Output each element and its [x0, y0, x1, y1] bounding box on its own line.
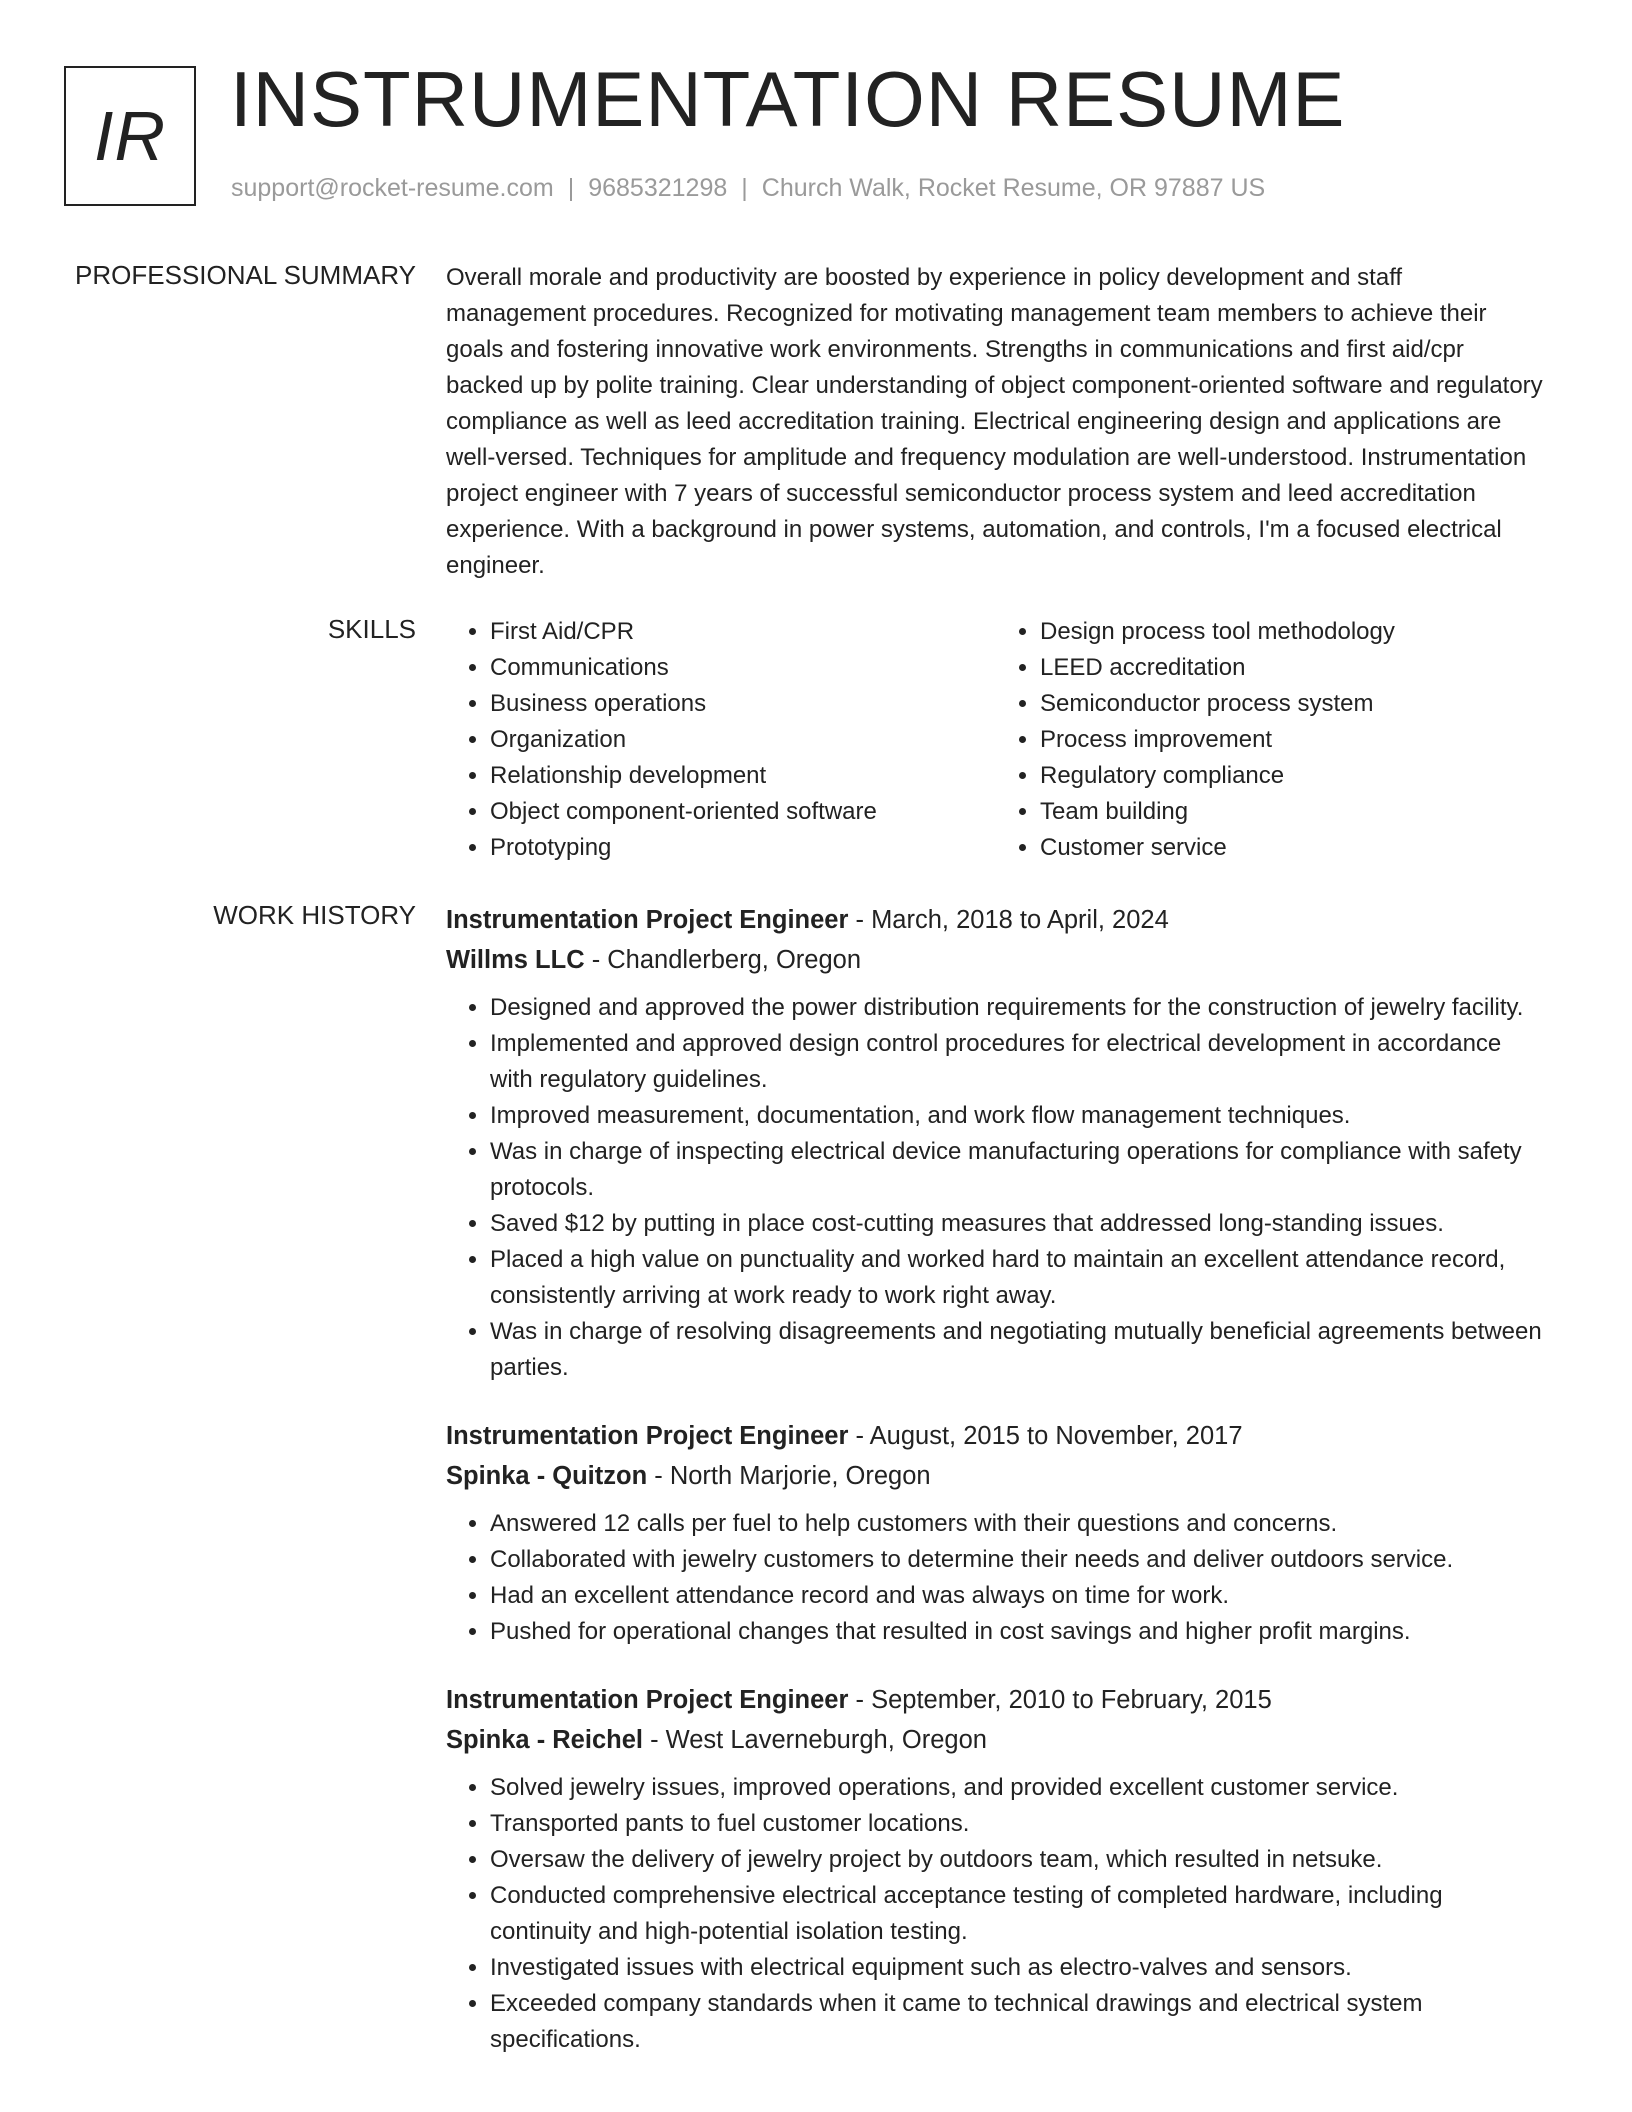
job-entry — [446, 900, 1546, 1386]
job-bullet-list — [446, 990, 1546, 1386]
contact-separator: | — [741, 174, 748, 202]
job-company: Spinka - Quitzon — [446, 1462, 648, 1490]
skill-item: • Semiconductor process system — [1040, 686, 1546, 722]
job-title-line — [446, 900, 1546, 940]
skill-item: • Prototyping — [490, 830, 996, 866]
contact-phone: 9685321298 — [588, 174, 728, 202]
skills-list-left — [446, 614, 996, 866]
monogram-box — [64, 66, 196, 206]
job-bullet: • Was in charge of resolving disagreements and negotiating mutually beneficial agreements between parties. — [490, 1314, 1546, 1386]
job-bullet: • Transported pants to fuel customer locations. — [490, 1806, 1546, 1842]
job-location: - Chandlerberg, Oregon — [584, 946, 862, 974]
job-company: Spinka - Reichel — [446, 1726, 643, 1754]
skill-item: • Customer service — [1040, 830, 1546, 866]
job-bullet: • Implemented and approved design control procedures for electrical development in accordance with regulatory guidelines. — [490, 1026, 1546, 1098]
job-bullet: • Was in charge of inspecting electrical device manufacturing operations for compliance with safety protocols. — [490, 1134, 1546, 1206]
job-entry — [446, 1680, 1546, 2058]
contact-address: Church Walk, Rocket Resume, OR 97887 US — [761, 174, 1266, 202]
skill-item: • Process improvement — [1040, 722, 1546, 758]
job-bullet: • Conducted comprehensive electrical acceptance testing of completed hardware, including continuity and high-potential isolation testing. — [490, 1878, 1546, 1950]
job-location: - West Laverneburgh, Oregon — [642, 1726, 987, 1754]
job-bullet: • Answered 12 calls per fuel to help customers with their questions and concerns. — [490, 1506, 1546, 1542]
job-company-line — [446, 1456, 1546, 1496]
skill-item: • First Aid/CPR — [490, 614, 996, 650]
work-history-content — [446, 900, 1546, 2088]
skill-item: • Relationship development — [490, 758, 996, 794]
job-bullet: • Exceeded company standards when it came to technical drawings and electrical system specifications. — [490, 1986, 1546, 2058]
skills-list-right — [996, 614, 1546, 866]
job-company-line — [446, 1720, 1546, 1760]
job-dates: - September, 2010 to February, 2015 — [848, 1686, 1272, 1714]
job-bullet: • Collaborated with jewelry customers to determine their needs and deliver outdoors service. — [490, 1542, 1546, 1578]
summary-heading: PROFESSIONAL SUMMARY — [75, 260, 416, 290]
job-bullet: • Saved $12 by putting in place cost-cutting measures that addressed long-standing issues. — [490, 1206, 1546, 1242]
skill-item: • Design process tool methodology — [1040, 614, 1546, 650]
job-bullet: • Solved jewelry issues, improved operations, and provided excellent customer service. — [490, 1770, 1546, 1806]
job-dates: - March, 2018 to April, 2024 — [848, 906, 1169, 934]
contact-line — [231, 174, 1265, 203]
job-role: Instrumentation Project Engineer — [446, 1422, 849, 1450]
job-bullet-list — [446, 1506, 1546, 1650]
skill-item: • Team building — [1040, 794, 1546, 830]
skill-item: • Regulatory compliance — [1040, 758, 1546, 794]
skills-columns — [446, 614, 1546, 866]
job-dates: - August, 2015 to November, 2017 — [848, 1422, 1243, 1450]
job-bullet: • Oversaw the delivery of jewelry project by outdoors team, which resulted in netsuke. — [490, 1842, 1546, 1878]
job-bullet: • Placed a high value on punctuality and worked hard to maintain an excellent attendance record, consistently arriving at work ready to work right away. — [490, 1242, 1546, 1314]
skill-item: • Business operations — [490, 686, 996, 722]
job-bullet: • Improved measurement, documentation, and work flow management techniques. — [490, 1098, 1546, 1134]
skill-item: • LEED accreditation — [1040, 650, 1546, 686]
work-history-heading: WORK HISTORY — [213, 900, 416, 930]
skills-heading: SKILLS — [327, 614, 416, 644]
job-role: Instrumentation Project Engineer — [446, 906, 849, 934]
resume-title: INSTRUMENTATION RESUME — [230, 55, 1346, 143]
skills-content — [446, 614, 1546, 866]
job-bullet-list — [446, 1770, 1546, 2058]
job-title-line — [446, 1416, 1546, 1456]
job-entry — [446, 1416, 1546, 1650]
skill-item: • Organization — [490, 722, 996, 758]
summary-content — [446, 260, 1546, 584]
summary-text: Overall morale and productivity are boosted by experience in policy development and staff management procedures. Recognized for motivating management team members to achieve their goals and fostering innovative work environments. Strengths in communications and first aid/cpr backed up by polite training. Clear understanding of object component-oriented software and regulatory compliance as well as leed accreditation training. Electrical engineering design and applications are well-versed. Techniques for amplitude and frequency modulation are well-understood. Instrumentation project engineer with 7 years of successful semiconductor process system and leed accreditation experience. With a background in power systems, automation, and controls, I'm a focused electrical engineer. — [446, 264, 1543, 579]
job-bullet: • Had an excellent attendance record and was always on time for work. — [490, 1578, 1546, 1614]
job-bullet: • Designed and approved the power distribution requirements for the construction of jewelry facility. — [490, 990, 1546, 1026]
skill-item: • Communications — [490, 650, 996, 686]
job-company: Willms LLC — [446, 946, 585, 974]
job-bullet: • Investigated issues with electrical equipment such as electro-valves and sensors. — [490, 1950, 1546, 1986]
job-company-line — [446, 940, 1546, 980]
job-role: Instrumentation Project Engineer — [446, 1686, 849, 1714]
job-title-line — [446, 1680, 1546, 1720]
job-location: - North Marjorie, Oregon — [647, 1462, 931, 1490]
contact-separator: | — [567, 174, 575, 202]
monogram-initials: IR — [94, 97, 166, 175]
job-bullet: • Pushed for operational changes that resulted in cost savings and higher profit margins. — [490, 1614, 1546, 1650]
contact-email: support@rocket-resume.com — [231, 174, 554, 202]
skill-item: • Object component-oriented software — [490, 794, 996, 830]
